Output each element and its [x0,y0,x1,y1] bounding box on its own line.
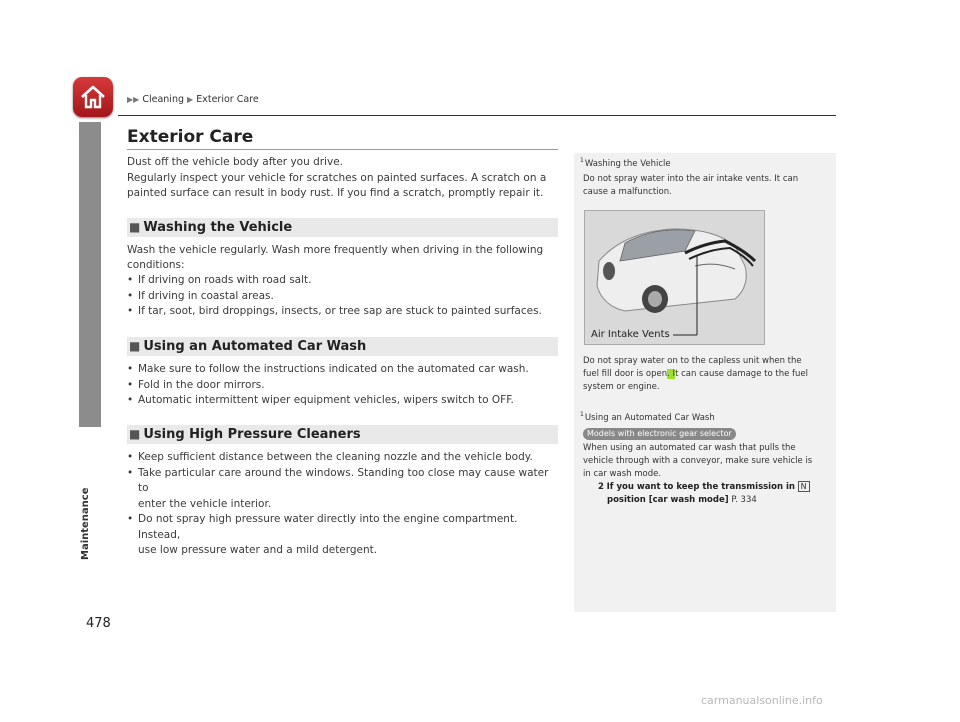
sidebar-section-label: Maintenance [80,487,91,560]
note-text: vehicle through with a conveyor, make sure vehicle is [583,456,813,466]
note-text: system or engine. [583,382,660,392]
note-text: in car wash mode. [583,469,662,479]
car-image [585,211,764,344]
washing-text: Wash the vehicle regularly. Wash more frequently when driving in the following [127,244,544,256]
breadcrumb-cleaning[interactable]: Cleaning [142,94,184,105]
reference-arrow-icon: 2 [598,482,604,492]
note-text: Do not spray water into the air intake vents. It can [583,174,799,184]
breadcrumb: ▶▶ Cleaning ▶ Exterior Care [127,94,259,105]
section-heading-washing: ■ Washing the Vehicle [127,218,558,237]
home-icon [79,83,107,111]
page-title: Exterior Care [127,127,254,147]
list-item: • Do not spray high pressure water directly into the engine compartment. Instead, use low pressure water and a mild detergent. [127,513,518,556]
list-item: • Keep sufficient distance between the cleaning nozzle and the vehicle body. [127,451,533,463]
home-button[interactable] [73,77,113,117]
cross-reference-link[interactable]: 2 If you want to keep the transmission in N position [car wash mode] P. 334 [598,481,810,507]
washing-text: conditions: [127,259,185,271]
section-heading-pressure: ■ Using High Pressure Cleaners [127,425,558,444]
pressure-bullets [127,450,558,559]
list-item: • Make sure to follow the instructions indicated on the automated car wash. [127,363,529,375]
list-item: • If driving on roads with road salt. [127,274,312,286]
note-text: Do not spray water on to the capless unit when the [583,356,802,366]
model-badge: Models with electronic gear selector [583,428,736,440]
note-text: When using an automated car wash that pulls the [583,443,796,453]
page-number: 478 [86,616,111,631]
note-text: fuel fill door is open. It can cause damage to the fuel [583,369,808,379]
watermark: carmanualsonline.info [701,694,823,707]
breadcrumb-exterior-care[interactable]: Exterior Care [196,94,259,105]
intro-line: Dust off the vehicle body after you drive. [127,156,343,168]
automated-bullets [127,362,558,409]
title-rule [127,149,558,150]
note-text: cause a malfunction. [583,187,672,197]
note-title-washing: $^1$Washing the Vehicle [580,157,671,169]
note-title-automated: $^1$Using an Automated Car Wash [580,411,715,423]
list-item: • Fold in the door mirrors. [127,378,265,391]
sidebar-tab [79,122,101,427]
section-heading-automated: ■ Using an Automated Car Wash [127,337,558,356]
list-item: • Automatic intermittent wiper equipment vehicles, wipers switch to OFF. [127,394,514,406]
car-illustration [584,210,765,345]
list-item: • Take particular care around the windows. Standing too close may cause water to enter the vehicle interior. [127,466,549,510]
intro-line: Regularly inspect your vehicle for scratches on painted surfaces. A scratch on a [127,172,547,184]
washing-bullets [127,273,558,320]
list-item: • If tar, soot, bird droppings, insects, or tree sap are stuck to painted surfaces. [127,305,542,317]
image-label: Air Intake Vents [591,329,670,340]
list-item: • If driving in coastal areas. [127,289,274,302]
gear-n-key: N [798,481,810,492]
intro-line: painted surface can result in body rust. If you find a scratch, promptly repair it. [127,187,544,199]
header-rule [118,115,836,116]
